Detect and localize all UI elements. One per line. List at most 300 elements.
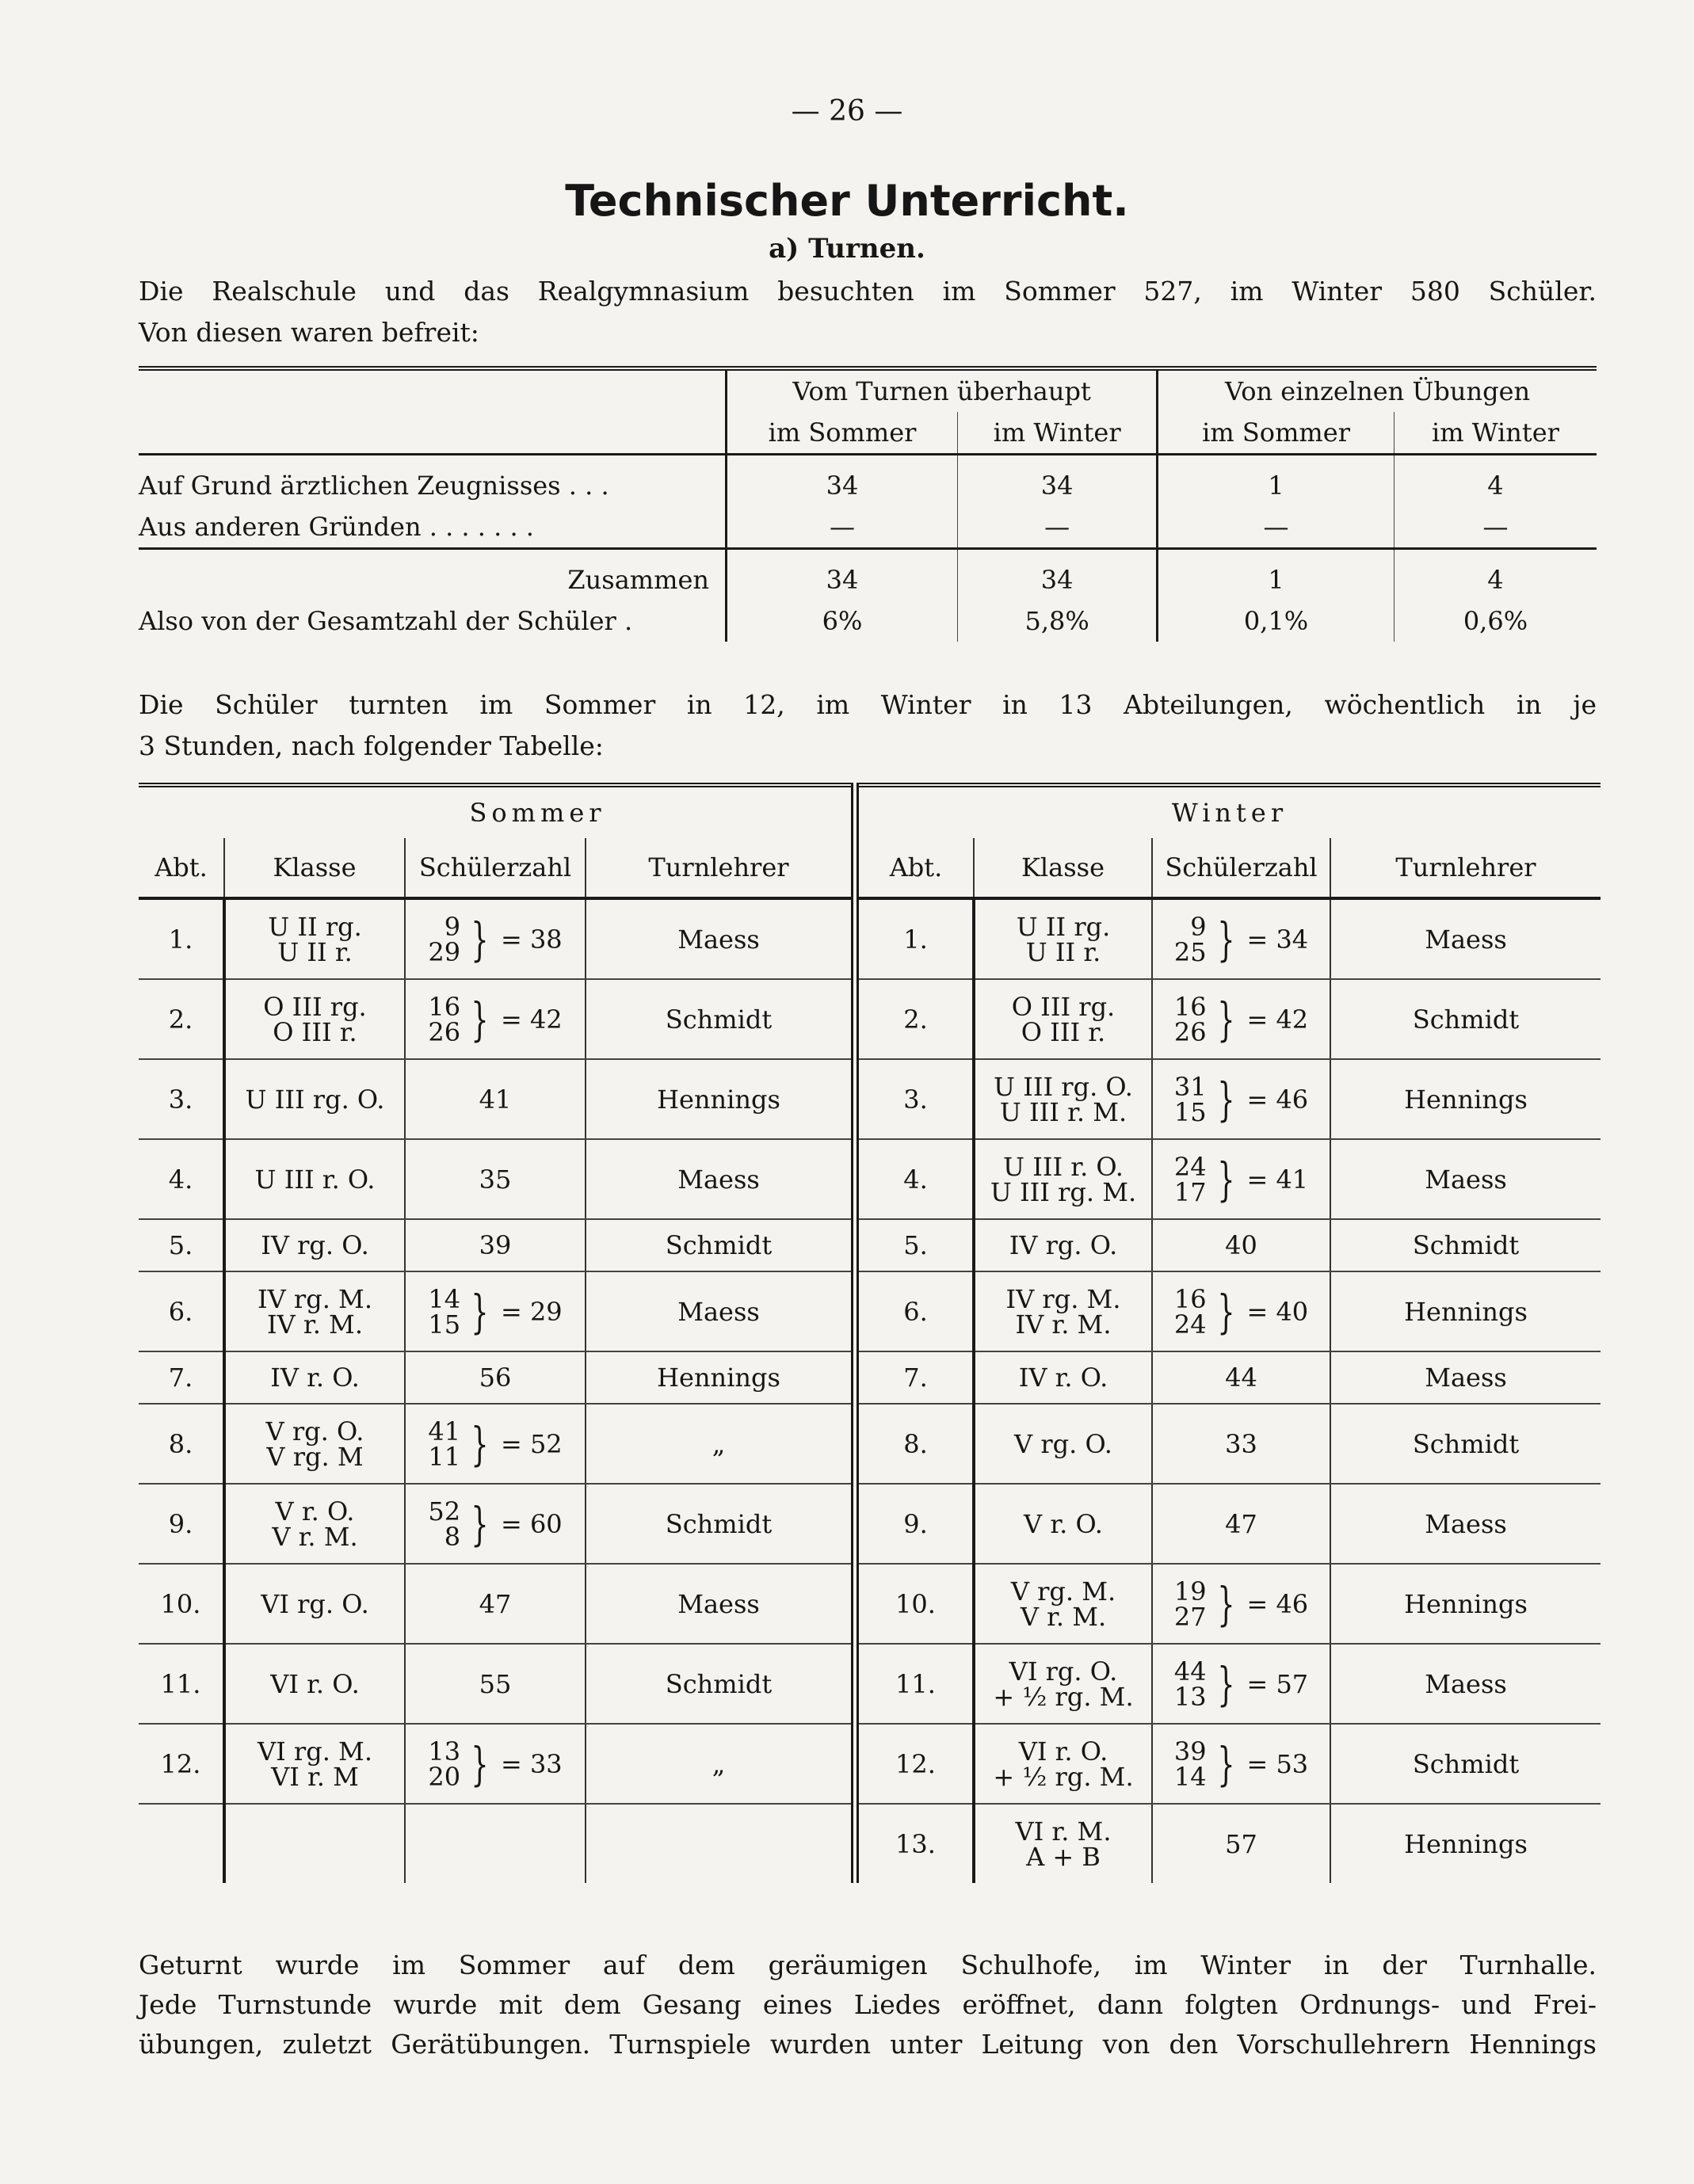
closing-paragraph	[139, 1946, 1597, 2064]
class-list	[975, 1816, 1151, 1872]
count-value: 55	[479, 1668, 512, 1699]
count-values	[1225, 1230, 1257, 1260]
class-name: V rg. M	[266, 1441, 364, 1472]
class-list	[975, 1656, 1151, 1712]
abt-number: 5.	[903, 1230, 928, 1260]
count-values	[1174, 994, 1207, 1045]
abt-cell	[855, 1484, 974, 1564]
count-value: 56	[479, 1363, 512, 1393]
count-total: = 42	[500, 1004, 563, 1035]
abt-cell	[855, 1351, 974, 1404]
teacher-cell	[1330, 898, 1601, 979]
abt-cell	[855, 1271, 974, 1351]
teacher-name: Maess	[677, 1164, 760, 1195]
abt-number: 9.	[903, 1508, 928, 1539]
abt-cell	[855, 1644, 974, 1724]
abt-cell	[855, 1804, 974, 1883]
abt-cell	[139, 979, 224, 1059]
abt-cell	[139, 1139, 224, 1219]
class-name: VI rg. O.	[261, 1588, 369, 1619]
class-cell	[974, 1404, 1152, 1484]
count-value: 11	[428, 1442, 461, 1472]
abt-number: 12.	[895, 1748, 936, 1779]
teacher-cell	[586, 1139, 855, 1219]
count-value: 9	[444, 912, 461, 942]
abt-number: 2.	[903, 1004, 928, 1035]
abt-number: 11.	[160, 1668, 201, 1699]
count-value: 52	[428, 1496, 461, 1527]
student-count	[428, 1736, 563, 1792]
sub-header: im Winter	[958, 412, 1158, 455]
student-count	[1225, 1428, 1257, 1459]
class-name: IV rg. O.	[1009, 1230, 1118, 1260]
count-values	[479, 1363, 512, 1393]
schedule-row	[139, 1484, 1601, 1564]
schedule-row	[139, 898, 1601, 979]
teacher-cell	[1330, 1271, 1601, 1351]
class-name: U II r.	[277, 936, 353, 967]
count-cell	[1152, 1724, 1330, 1804]
abt-cell	[139, 898, 224, 979]
table-cell: —	[1394, 506, 1597, 549]
col-header: Klasse	[974, 838, 1152, 898]
abt-cell	[855, 1139, 974, 1219]
row-label: Also von der Gesamtzahl der Schüler .	[139, 606, 633, 636]
count-value: 14	[428, 1284, 461, 1314]
teacher-name: Maess	[1425, 1508, 1507, 1539]
count-cell	[1152, 979, 1330, 1059]
class-list	[975, 1071, 1151, 1127]
count-total: = 52	[500, 1429, 563, 1459]
table-cell: —	[1158, 506, 1394, 549]
abt-number: 11.	[895, 1668, 936, 1699]
count-cell	[1152, 1484, 1330, 1564]
teacher-cell	[586, 1219, 855, 1271]
class-cell	[224, 1271, 405, 1351]
class-cell	[224, 1484, 405, 1564]
abt-cell	[855, 1724, 974, 1804]
class-name: U III r. O.	[1003, 1151, 1124, 1182]
count-value: 47	[1225, 1508, 1257, 1539]
student-count	[428, 1416, 563, 1472]
sub-header: im Sommer	[1158, 412, 1394, 455]
count-value: 39	[1173, 1736, 1207, 1767]
class-cell	[974, 1351, 1152, 1404]
class-list	[226, 1736, 404, 1792]
student-count	[1225, 1828, 1257, 1859]
teacher-cell	[1330, 1484, 1601, 1564]
teacher-cell	[1330, 1219, 1601, 1271]
table-cell: —	[727, 506, 958, 549]
student-count	[1225, 1508, 1257, 1539]
schedule-row	[139, 1139, 1601, 1219]
count-cell	[1152, 1804, 1330, 1883]
count-cell	[1152, 1351, 1330, 1404]
class-name: IV r. O.	[1018, 1363, 1108, 1393]
text-line: Die Schüler turnten im Sommer in 12, im Winter in 13 Abteilungen, wöchentlich in je	[139, 689, 1597, 720]
exemption-table	[139, 366, 1597, 642]
class-cell	[224, 1351, 405, 1404]
abt-number: 7.	[903, 1363, 928, 1393]
count-values	[1174, 914, 1207, 965]
schedule-row	[139, 1644, 1601, 1724]
count-value: 24	[1173, 1152, 1207, 1182]
teacher-cell	[1330, 1724, 1601, 1804]
class-cell	[974, 898, 1152, 979]
abt-cell	[855, 1404, 974, 1484]
class-cell	[974, 979, 1152, 1059]
count-value: 15	[428, 1309, 461, 1340]
schedule-row	[139, 1724, 1601, 1804]
teacher-name: „	[712, 1748, 726, 1779]
class-list	[975, 1230, 1151, 1260]
text-line: Jede Turnstunde wurde mit dem Gesang eines Liedes eröffnet, dann folgten Ordnungs- und Frei-	[139, 1989, 1597, 2020]
count-values	[1225, 1828, 1257, 1859]
student-count	[479, 1588, 512, 1619]
class-list	[226, 1084, 404, 1115]
class-name: O III r.	[1021, 1016, 1106, 1047]
class-list	[975, 1508, 1151, 1539]
class-name: VI r. O.	[1018, 1736, 1108, 1767]
class-name: V r. O.	[275, 1496, 355, 1527]
table-row	[139, 465, 1597, 506]
abt-cell	[139, 1351, 224, 1404]
schedule-row	[139, 1404, 1601, 1484]
class-name: IV rg. M.	[258, 1283, 372, 1314]
class-list	[226, 1668, 404, 1699]
abt-number: 13.	[895, 1828, 936, 1859]
teacher-name: Schmidt	[665, 1508, 773, 1539]
student-count	[1173, 1284, 1309, 1340]
class-name: + ½ rg. M.	[993, 1761, 1134, 1792]
abt-cell	[855, 898, 974, 979]
teacher-cell	[586, 1804, 855, 1883]
row-label: Auf Grund ärztlichen Zeugnisses . . .	[139, 471, 609, 501]
teacher-name: Maess	[1425, 924, 1507, 955]
total-row	[139, 559, 1597, 600]
table-cell: 34	[958, 465, 1158, 506]
abt-number: 6.	[903, 1296, 928, 1327]
class-list	[226, 1588, 404, 1619]
teacher-name: Schmidt	[1412, 1428, 1520, 1459]
class-cell	[974, 1804, 1152, 1883]
count-value: 44	[1173, 1656, 1207, 1687]
student-count	[1173, 1656, 1309, 1712]
intro-paragraph	[139, 271, 1597, 353]
brace-icon: }	[471, 1417, 489, 1471]
class-cell	[974, 1724, 1152, 1804]
abt-number: 1.	[168, 924, 193, 955]
class-name: + ½ rg. M.	[993, 1681, 1134, 1712]
class-cell	[224, 1139, 405, 1219]
class-cell	[974, 1059, 1152, 1139]
class-list	[975, 1428, 1151, 1459]
season-header-summer: Sommer	[469, 798, 606, 828]
class-cell	[974, 1139, 1152, 1219]
season-header-winter: Winter	[855, 785, 1601, 838]
class-name: VI r. O.	[270, 1668, 360, 1699]
abt-number: 8.	[903, 1428, 928, 1459]
count-values	[1225, 1428, 1257, 1459]
count-total: = 33	[500, 1749, 563, 1779]
count-total: = 38	[500, 924, 563, 955]
count-total: = 46	[1246, 1589, 1309, 1619]
table-cell: 1	[1158, 559, 1394, 600]
class-name: VI r. M	[271, 1761, 359, 1792]
col-header: Schülerzahl	[405, 838, 586, 898]
row-label: Aus anderen Gründen . . . . . . .	[139, 506, 727, 549]
teacher-cell	[586, 1271, 855, 1351]
table-cell: 0,1%	[1158, 600, 1394, 642]
count-cell	[1152, 1271, 1330, 1351]
student-count	[428, 994, 562, 1045]
count-total: = 40	[1246, 1297, 1309, 1327]
class-name: U III rg. O.	[245, 1084, 385, 1115]
count-values	[1173, 1576, 1207, 1632]
class-list	[975, 1363, 1151, 1393]
class-list	[226, 1363, 404, 1393]
class-cell	[224, 1644, 405, 1724]
abt-number: 10.	[895, 1588, 936, 1619]
teacher-cell	[1330, 1804, 1601, 1883]
brace-icon: }	[1216, 1577, 1235, 1631]
page-number: — 26 —	[791, 95, 903, 128]
teacher-name: Hennings	[657, 1363, 780, 1393]
class-name: VI rg. M.	[258, 1736, 372, 1767]
class-name: U II r.	[1025, 936, 1101, 967]
teacher-cell	[586, 979, 855, 1059]
class-list	[975, 1736, 1151, 1792]
student-count	[1173, 1736, 1309, 1792]
count-cell	[1152, 1564, 1330, 1644]
text-line: 3 Stunden, nach folgender Tabelle:	[139, 730, 604, 761]
table-cell: 4	[1394, 559, 1597, 600]
class-name: U III r. O.	[254, 1164, 376, 1195]
teacher-cell	[586, 1724, 855, 1804]
teacher-name: Hennings	[657, 1084, 780, 1115]
count-values	[428, 1416, 461, 1472]
class-name: V rg. O.	[1014, 1428, 1112, 1459]
count-value: 20	[428, 1762, 461, 1792]
table-cell: 4	[1394, 465, 1597, 506]
class-name: U II rg.	[1016, 911, 1111, 942]
count-value: 41	[428, 1416, 461, 1446]
class-name: V r. O.	[1024, 1508, 1103, 1539]
table-cell: 1	[1158, 465, 1394, 506]
count-value: 9	[1190, 912, 1207, 942]
class-name: O III rg.	[263, 991, 367, 1022]
student-count	[1174, 1074, 1308, 1125]
schedule-row	[139, 1271, 1601, 1351]
abt-number: 8.	[168, 1428, 193, 1459]
student-count	[428, 1284, 563, 1340]
brace-icon: }	[1216, 913, 1235, 966]
brace-icon: }	[1216, 1073, 1235, 1126]
class-cell	[974, 1644, 1152, 1724]
count-values	[1225, 1363, 1257, 1393]
brace-icon: }	[471, 913, 489, 966]
teacher-cell	[1330, 1404, 1601, 1484]
count-values	[1225, 1508, 1257, 1539]
schedule-intro-paragraph	[139, 684, 1597, 767]
teacher-name: Maess	[677, 1588, 760, 1619]
count-values	[1173, 1656, 1207, 1712]
count-cell	[1152, 1059, 1330, 1139]
class-cell	[224, 979, 405, 1059]
class-cell	[974, 1484, 1152, 1564]
brace-icon: }	[1216, 1657, 1235, 1711]
count-cell	[405, 979, 586, 1059]
class-name: VI rg. O.	[1009, 1656, 1118, 1687]
class-list	[226, 1496, 404, 1552]
class-cell	[974, 1219, 1152, 1271]
teacher-cell	[586, 1059, 855, 1139]
count-value: 26	[428, 1017, 461, 1047]
class-name: A + B	[1026, 1841, 1101, 1872]
count-total: = 57	[1246, 1669, 1309, 1699]
teacher-cell	[586, 1484, 855, 1564]
table-cell: 6%	[727, 600, 958, 642]
abt-number: 3.	[168, 1084, 193, 1115]
class-name: IV rg. M.	[1005, 1283, 1121, 1314]
teacher-cell	[586, 1564, 855, 1644]
count-value: 35	[479, 1164, 512, 1195]
abt-cell	[855, 1564, 974, 1644]
teacher-cell	[586, 1644, 855, 1724]
teacher-cell	[1330, 979, 1601, 1059]
class-name: V rg. O.	[265, 1416, 364, 1446]
brace-icon: }	[471, 1737, 489, 1791]
brace-icon: }	[1216, 1285, 1235, 1339]
abt-number: 1.	[903, 924, 928, 955]
class-name: U III r. M.	[999, 1096, 1127, 1127]
col-header: Abt.	[139, 838, 224, 898]
count-values	[1174, 1154, 1207, 1205]
count-values	[1174, 1074, 1207, 1125]
table-cell: —	[958, 506, 1158, 549]
text-line: Geturnt wurde im Sommer auf dem geräumigen Schulhofe, im Winter in der Turnhalle.	[139, 1950, 1597, 1980]
class-cell	[974, 1271, 1152, 1351]
teacher-cell	[1330, 1059, 1601, 1139]
subsection-title: a) Turnen.	[769, 233, 925, 265]
col-header: Abt.	[855, 838, 974, 898]
class-list	[975, 1151, 1151, 1207]
text-line: Die Realschule und das Realgymnasium besuchten im Sommer 527, im Winter 580 Schüler.	[139, 276, 1597, 307]
abt-number: 4.	[168, 1164, 193, 1195]
teacher-name: Maess	[1425, 1668, 1507, 1699]
class-list	[226, 1416, 404, 1472]
teacher-name: Maess	[677, 924, 760, 955]
abt-cell	[139, 1644, 224, 1724]
brace-icon: }	[471, 1285, 489, 1339]
student-count	[428, 1496, 563, 1552]
class-name: IV r. M.	[1015, 1309, 1112, 1340]
class-list	[226, 1283, 404, 1340]
count-cell	[405, 1404, 586, 1484]
brace-icon: }	[1216, 993, 1235, 1046]
count-values	[428, 994, 460, 1045]
class-list	[226, 1230, 404, 1260]
count-value: 40	[1225, 1230, 1257, 1260]
class-name: U III rg. M.	[990, 1176, 1137, 1207]
class-name: O III rg.	[1011, 991, 1116, 1022]
abt-cell	[139, 1271, 224, 1351]
teacher-name: Hennings	[1404, 1588, 1528, 1619]
teacher-name: Schmidt	[665, 1004, 773, 1035]
col-header: Schülerzahl	[1152, 838, 1330, 898]
teacher-name: Schmidt	[665, 1668, 773, 1699]
abt-number: 6.	[168, 1296, 193, 1327]
student-count	[1174, 1154, 1308, 1205]
abt-cell	[139, 1724, 224, 1804]
teacher-name: Hennings	[1404, 1084, 1528, 1115]
count-value: 16	[1173, 992, 1207, 1022]
teacher-name: Maess	[1425, 1164, 1507, 1195]
class-cell	[224, 1059, 405, 1139]
teacher-name: Hennings	[1404, 1296, 1528, 1327]
count-value: 27	[1173, 1602, 1207, 1632]
abt-number: 2.	[168, 1004, 193, 1035]
count-total: = 34	[1246, 924, 1309, 955]
student-count	[1173, 1576, 1309, 1632]
count-value: 47	[479, 1588, 512, 1619]
schedule-row	[139, 1219, 1601, 1271]
table-cell: 34	[727, 465, 958, 506]
count-value: 33	[1225, 1428, 1257, 1459]
teacher-name: Schmidt	[1412, 1004, 1520, 1035]
class-list	[226, 911, 404, 967]
class-list	[975, 991, 1151, 1047]
count-cell	[405, 1564, 586, 1644]
count-total: = 53	[1246, 1749, 1309, 1779]
teacher-name: Hennings	[1404, 1828, 1528, 1859]
class-name: U II rg.	[268, 911, 362, 942]
brace-icon: }	[471, 993, 489, 1046]
count-value: 17	[1173, 1177, 1207, 1207]
teacher-name: Schmidt	[665, 1230, 773, 1260]
count-value: 26	[1173, 1017, 1207, 1047]
text-line: übungen, zuletzt Gerätübungen. Turnspiele wurden unter Leitung von den Vorschullehrern Hennings	[139, 2029, 1597, 2060]
table-cell: 34	[958, 559, 1158, 600]
student-count	[1225, 1363, 1257, 1393]
abt-number: 10.	[160, 1588, 201, 1619]
teacher-cell	[1330, 1351, 1601, 1404]
count-value: 16	[428, 992, 461, 1022]
count-value: 13	[1173, 1682, 1207, 1712]
class-name: IV r. M.	[267, 1309, 363, 1340]
abt-number: 5.	[168, 1230, 193, 1260]
count-value: 39	[479, 1230, 512, 1260]
count-cell	[405, 1724, 586, 1804]
schedule-row	[139, 1564, 1601, 1644]
count-value: 8	[444, 1522, 461, 1552]
row-label: Zusammen	[567, 565, 709, 595]
count-value: 16	[1173, 1284, 1207, 1314]
count-values	[428, 914, 460, 965]
brace-icon: }	[471, 1497, 489, 1551]
class-cell	[224, 1724, 405, 1804]
class-name: V r. M.	[272, 1521, 358, 1552]
class-name: IV rg. O.	[261, 1230, 369, 1260]
student-count	[479, 1084, 512, 1115]
class-cell	[224, 1564, 405, 1644]
class-name: IV r. O.	[270, 1363, 360, 1393]
col-header: Turnlehrer	[1330, 838, 1601, 898]
count-cell	[405, 1644, 586, 1724]
teacher-name: Schmidt	[1412, 1748, 1520, 1779]
table-cell: 5,8%	[958, 600, 1158, 642]
count-values	[479, 1164, 512, 1195]
